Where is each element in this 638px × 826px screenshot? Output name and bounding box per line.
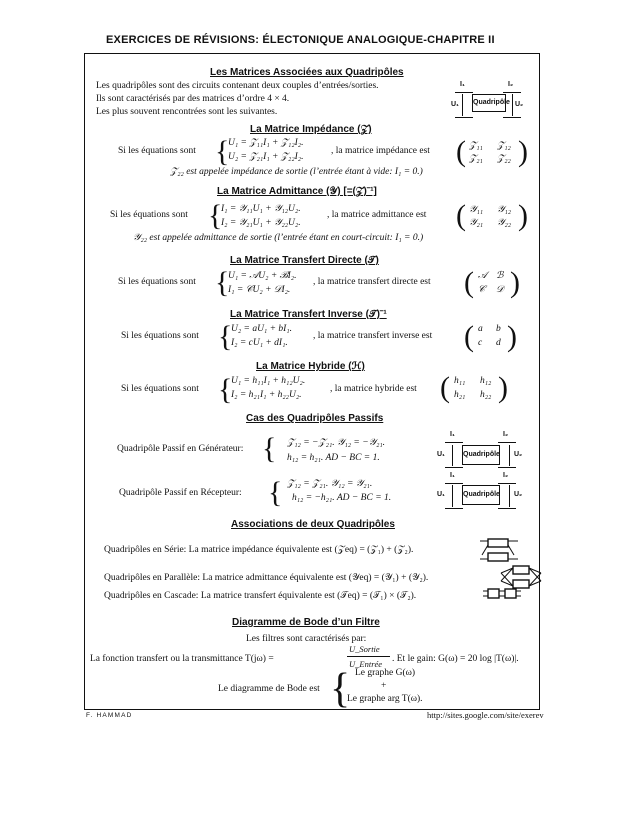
bode-diagram-2: + <box>381 681 387 691</box>
transfert-inverse-heading: La Matrice Transfert Inverse (𝒯)⁻¹ <box>230 309 387 320</box>
hybride-m22: h₂₂ <box>480 390 492 400</box>
passif-generateur-eq-1: 𝒵₁₂ = −𝒵₂₁. 𝒴₁₂ = −𝒴₂₁. <box>287 438 386 448</box>
voltage-u2-label: U₂ <box>515 101 524 108</box>
quadripole-box: Quadripôle <box>462 445 500 465</box>
transfert-directe-brace: { <box>215 266 230 299</box>
impedance-matrix-left-paren: ( <box>456 135 466 168</box>
transfert-inverse-left-paren: ( <box>464 320 474 353</box>
bode-brace: { <box>330 666 351 712</box>
passif-recepteur-brace: { <box>268 476 283 509</box>
hybride-right-paren: ) <box>498 371 508 404</box>
transfert-inverse-eq-2: I₂ = cU₁ + dI₁. <box>231 338 288 348</box>
voltage-u2-label: U₂ <box>514 491 523 498</box>
bode-line-1: Les filtres sont caractérisés par: <box>246 634 367 644</box>
current-i2-label: I₂ <box>503 431 509 438</box>
impedance-brace: { <box>215 135 230 168</box>
admittance-mid: , la matrice admittance est <box>327 210 427 220</box>
hybride-brace: { <box>218 373 233 406</box>
admittance-eq-2: I₂ = 𝒴₂₁U₁ + 𝒴₂₂U₂. <box>221 218 301 228</box>
association-parallele: Quadripôles en Parallèle: La matrice admittance équivalente est (𝒴eq) = (𝒴₁) + (𝒴₂). <box>104 573 429 583</box>
bode-heading: Diagramme de Bode d’un Filtre <box>232 617 380 628</box>
admittance-brace: { <box>208 199 223 232</box>
transfert-inverse-brace: { <box>218 320 233 353</box>
hybride-eq-1: U₁ = h₁₁I₁ + h₁₂U₂. <box>231 376 306 386</box>
hybride-mid: , la matrice hybride est <box>330 384 417 394</box>
impedance-lead: Si les équations sont <box>118 146 196 156</box>
admittance-m11: 𝒴₁₁ <box>469 205 484 215</box>
transfert-directe-mid: , la matrice transfert directe est <box>313 277 431 287</box>
bode-fraction-numerator: U_Sortie <box>349 644 380 654</box>
hybride-m21: h₂₁ <box>454 390 466 400</box>
transfert-directe-m12: ℬ <box>496 271 504 281</box>
voltage-u1-label: U₁ <box>451 101 459 108</box>
impedance-m21: 𝒵₂₁ <box>469 154 483 164</box>
admittance-heading: La Matrice Admittance (𝒴) [=(𝒵)⁻¹] <box>217 186 377 197</box>
passifs-heading: Cas des Quadripôles Passifs <box>246 413 384 424</box>
hybride-eq-2: I₂ = h₂₁I₁ + h₂₂U₂. <box>231 390 302 400</box>
transfert-inverse-m21: c <box>478 338 483 348</box>
bode-gain: . Et le gain: G(ω) = 20 log |T(ω)|. <box>392 654 519 664</box>
impedance-heading: La Matrice Impédance (𝒵) <box>250 124 372 135</box>
intro-line-2: Ils sont caractérisés par des matrices d’ordre 4 × 4. <box>96 94 290 104</box>
hybride-heading: La Matrice Hybride (ℋ) <box>256 361 365 372</box>
association-serie: Quadripôles en Série: La matrice impédance équivalente est (𝒵eq) = (𝒵₁) + (𝒵₂). <box>104 545 414 555</box>
admittance-note: 𝒴₂₂ est appelée admittance de sortie (l’entrée étant en court-circuit: I₁ = 0.) <box>133 233 424 243</box>
hybride-lead: Si les équations sont <box>121 384 199 394</box>
transfert-directe-eq-1: U₁ = 𝒜U₂ + ℬI₂. <box>228 271 297 281</box>
page-title: EXERCICES DE RÉVISIONS: ÉLECTONIQUE ANALOGIQUE-CHAPITRE II <box>106 34 495 46</box>
transfert-directe-m22: 𝒟 <box>496 285 504 295</box>
voltage-u1-label: U₁ <box>437 491 445 498</box>
passif-recepteur-eq-1: 𝒵₁₂ = 𝒵₂₁. 𝒴₁₂ = 𝒴₂₁. <box>287 479 373 489</box>
transfert-directe-m11: 𝒜 <box>478 271 487 281</box>
admittance-m12: 𝒴₁₂ <box>497 205 512 215</box>
associations-heading: Associations de deux Quadripôles <box>231 519 395 530</box>
admittance-eq-1: I₁ = 𝒴₁₁U₁ + 𝒴₁₂U₂. <box>221 204 301 214</box>
impedance-matrix-right-paren: ) <box>518 135 528 168</box>
current-i1-label: I₁ <box>450 431 455 438</box>
admittance-m22: 𝒴₂₂ <box>497 218 512 228</box>
transfert-inverse-m22: d <box>496 338 501 348</box>
voltage-u2-label: U₂ <box>514 451 523 458</box>
cascade-association-icon <box>482 586 522 602</box>
transfert-directe-eq-2: I₁ = 𝒞U₂ + 𝒟I₂. <box>228 285 291 295</box>
transfert-inverse-m12: b <box>496 324 501 334</box>
association-cascade: Quadripôles en Cascade: La matrice transfert équivalente est (𝒯eq) = (𝒯₁) × (𝒯₂). <box>104 591 417 601</box>
impedance-mid: , la matrice impédance est <box>331 146 430 156</box>
transfert-inverse-lead: Si les équations sont <box>121 331 199 341</box>
transfert-inverse-right-paren: ) <box>507 320 517 353</box>
intro-line-1: Les quadripôles sont des circuits contenant deux couples d’entrées/sorties. <box>96 81 379 91</box>
bode-diagram-lead: Le diagramme de Bode est <box>218 684 320 694</box>
hybride-m11: h₁₁ <box>454 376 466 386</box>
passif-generateur-brace: { <box>262 432 277 465</box>
admittance-lead: Si les équations sont <box>110 210 188 220</box>
serie-association-icon <box>478 536 520 566</box>
intro-heading: Les Matrices Associées aux Quadripôles <box>210 67 404 78</box>
transfert-directe-lead: Si les équations sont <box>118 277 196 287</box>
passif-generateur-label: Quadripôle Passif en Générateur: <box>117 444 244 454</box>
current-i1-label: I₁ <box>450 472 455 479</box>
admittance-matrix-right-paren: ) <box>518 199 528 232</box>
passif-recepteur-label: Quadripôle Passif en Récepteur: <box>119 488 242 498</box>
passif-recepteur-eq-2: h₁₂ = −h₂₁. AD − BC = 1. <box>292 493 392 503</box>
transfert-inverse-eq-1: U₂ = aU₁ + bI₁. <box>231 324 292 334</box>
impedance-eq-1: U₁ = 𝒵₁₁I₁ + 𝒵₁₂I₂. <box>228 138 304 148</box>
transfert-directe-right-paren: ) <box>510 266 520 299</box>
passif-generateur-eq-2: h₁₂ = h₂₁. AD − BC = 1. <box>287 453 380 463</box>
footer-author: F. HAMMAD <box>86 712 133 719</box>
voltage-u1-label: U₁ <box>437 451 445 458</box>
impedance-eq-2: U₂ = 𝒵₂₁I₁ + 𝒵₂₂I₂. <box>228 152 304 162</box>
impedance-note: 𝒵₂₂ est appelée impédance de sortie (l’entrée étant à vide: I₁ = 0.) <box>170 167 423 177</box>
transfert-directe-m21: 𝒞 <box>478 285 485 295</box>
transfert-inverse-m11: a <box>478 324 483 334</box>
transfert-directe-heading: La Matrice Transfert Directe (𝒯) <box>230 255 379 266</box>
transfert-directe-left-paren: ( <box>464 266 474 299</box>
admittance-m21: 𝒴₂₁ <box>469 218 484 228</box>
current-i2-label: I₂ <box>503 472 509 479</box>
intro-line-3: Les plus souvent rencontrées sont les suivantes. <box>96 107 278 117</box>
impedance-m11: 𝒵₁₁ <box>469 141 483 151</box>
admittance-matrix-left-paren: ( <box>456 199 466 232</box>
hybride-m12: h₁₂ <box>480 376 492 386</box>
bode-diagram-3: Le graphe arg T(ω). <box>347 694 423 704</box>
quadripole-box: Quadripôle <box>462 485 500 505</box>
current-i2-label: I₂ <box>508 81 514 88</box>
transfert-inverse-mid: , la matrice transfert inverse est <box>313 331 433 341</box>
hybride-left-paren: ( <box>440 371 450 404</box>
bode-fraction-denominator: U_Entrée <box>349 659 383 669</box>
impedance-m22: 𝒵₂₂ <box>497 154 511 164</box>
footer-url[interactable]: http://sites.google.com/site/exerev <box>427 710 544 720</box>
bode-fraction-bar <box>347 656 390 657</box>
current-i1-label: I₁ <box>460 81 465 88</box>
bode-diagram-1: Le graphe G(ω) <box>355 668 416 678</box>
impedance-m12: 𝒵₁₂ <box>497 141 511 151</box>
quadripole-box: Quadripôle <box>472 94 506 112</box>
bode-fonction-transfert: La fonction transfert ou la transmittance T(jω) = <box>90 654 274 664</box>
